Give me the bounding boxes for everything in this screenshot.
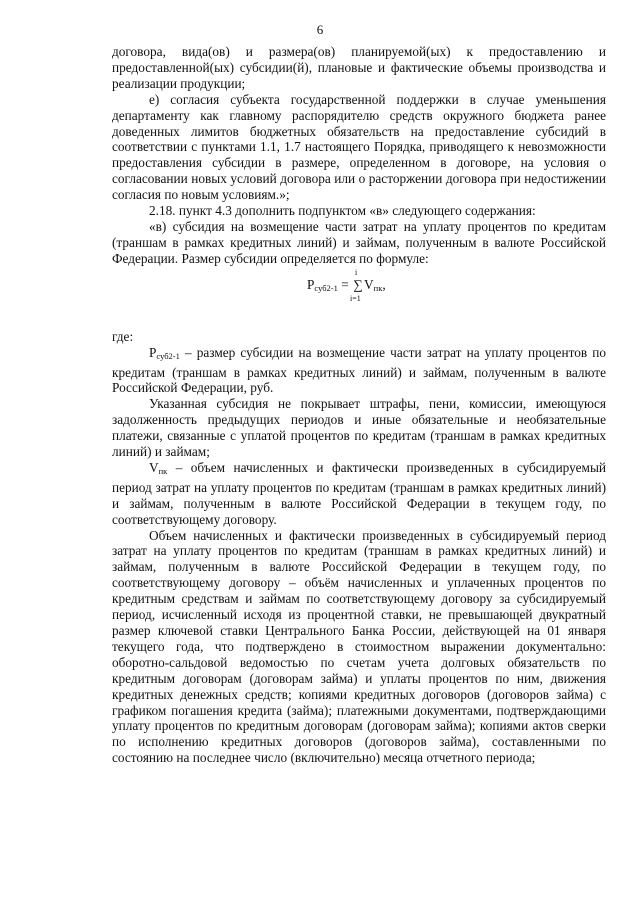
paragraph-item-v: «в) субсидия на возмещение части затрат на уплату процентов по кредитам (траншам в рамках кредитных линий) и займам, полученным в валюте Российской Федерации. Размер субсидии определяется по формуле: xyxy=(112,218,606,266)
vpk-symbol: V xyxy=(149,459,159,475)
psub-symbol: Р xyxy=(149,344,157,360)
paragraph-exclusions: Указанная субсидия не покрывает штрафы, пени, комиссии, имеющуюся задолженность предыдущих периодов и иные обязательные и необязательные платежи, связанные с уплатой процентов по кредитам (траншам в рамках кредитных линий) и займам; xyxy=(112,396,606,460)
psub-text: – размер субсидии на возмещение части затрат на уплату процентов по кредитам (траншам в рамках кредитных линий) и займам, полученным в валюте Российской Федерации, руб. xyxy=(112,344,606,396)
where-label: где: xyxy=(112,328,134,344)
formula-lhs-symbol: Р xyxy=(307,276,315,292)
formula-equals: = xyxy=(337,276,353,292)
psub-subscript: суб2-1 xyxy=(156,350,180,361)
paragraph-2-18: 2.18. пункт 4.3 дополнить подпунктом «в» следующего содержания: xyxy=(149,203,536,219)
sum-sign: i ∑ i=1 xyxy=(352,277,364,293)
page-number: 6 xyxy=(316,22,324,37)
formula-lhs-subscript: суб2-1 xyxy=(314,282,338,293)
sum-lower-limit: i=1 xyxy=(350,293,361,303)
formula-tail: , xyxy=(382,276,386,292)
document-body xyxy=(112,44,606,766)
paragraph-volume-details: Объем начисленных и фактически произведенных в субсидируемый период затрат на уплату процентов по кредитам (траншам в рамках кредитных линий) и займам, полученным в валюте Российской Федерации в текущем году, по соответствующему договору – объём начисленных и уплаченных процентов по кредитным средствам и займам по соответствующему договору за субсидируемый период, исчисленный исходя из процентной ставки, не превышающей двукратный размер ключевой ставки Центрального Банка России, действующей на 01 января текущего года, что подтверждено в стоимостном выражении документально: оборотно-сальдовой ведомостью по счетам учета долговых обязательств по кредитным договорам (договорам займа) и уплаты процентов по ним, движения кредитных денежных средств; копиями кредитных договоров (договоров займа) с графиком погашения кредита (займа); платежными документами, подтверждающими уплату процентов по кредитным договорам (договорам займа); копиями актов сверки по исполнению кредитных договоров (договоров займа), составленными по состоянию на последнее число (включительно) месяца отчетного периода; xyxy=(112,527,606,766)
formula-rhs-subscript: пк xyxy=(373,282,383,293)
vpk-text: – объем начисленных и фактически произведенных в субсидируемый период затрат на уплату процентов по кредитам (траншам в рамках кредитных линий) и займам, полученным в валюте Российской Федерации в текущем году, по соответствующему договору. xyxy=(112,459,606,527)
subsidy-formula xyxy=(112,267,606,313)
definition-vpk xyxy=(112,460,606,528)
sum-upper-limit: i xyxy=(355,267,358,277)
vpk-subscript: пк xyxy=(158,465,168,476)
paragraph-contract-info: договора, вида(ов) и размера(ов) планируемой(ых) к предоставлению и предоставленной(ых) субсидии(й), плановые и фактические объемы производства и реализации продукции; xyxy=(112,44,606,91)
formula-rhs-symbol: V xyxy=(364,276,374,292)
definition-psub xyxy=(112,345,606,397)
paragraph-item-e: е) согласия субъекта государственной поддержки в случае уменьшения департаменту как главному распорядителю средств окружного бюджета ранее доведенных лимитов бюджетных обязательств на предоставление субсидий в соответствии с пунктами 1.1, 1.7 настоящего Порядка, приводящего к невозможности предоставления субсидии в размере, определенном в договоре, на условия о согласовании новых условий договора или о расторжении договора при недостижении согласия по новым условиям.»; xyxy=(112,91,606,203)
